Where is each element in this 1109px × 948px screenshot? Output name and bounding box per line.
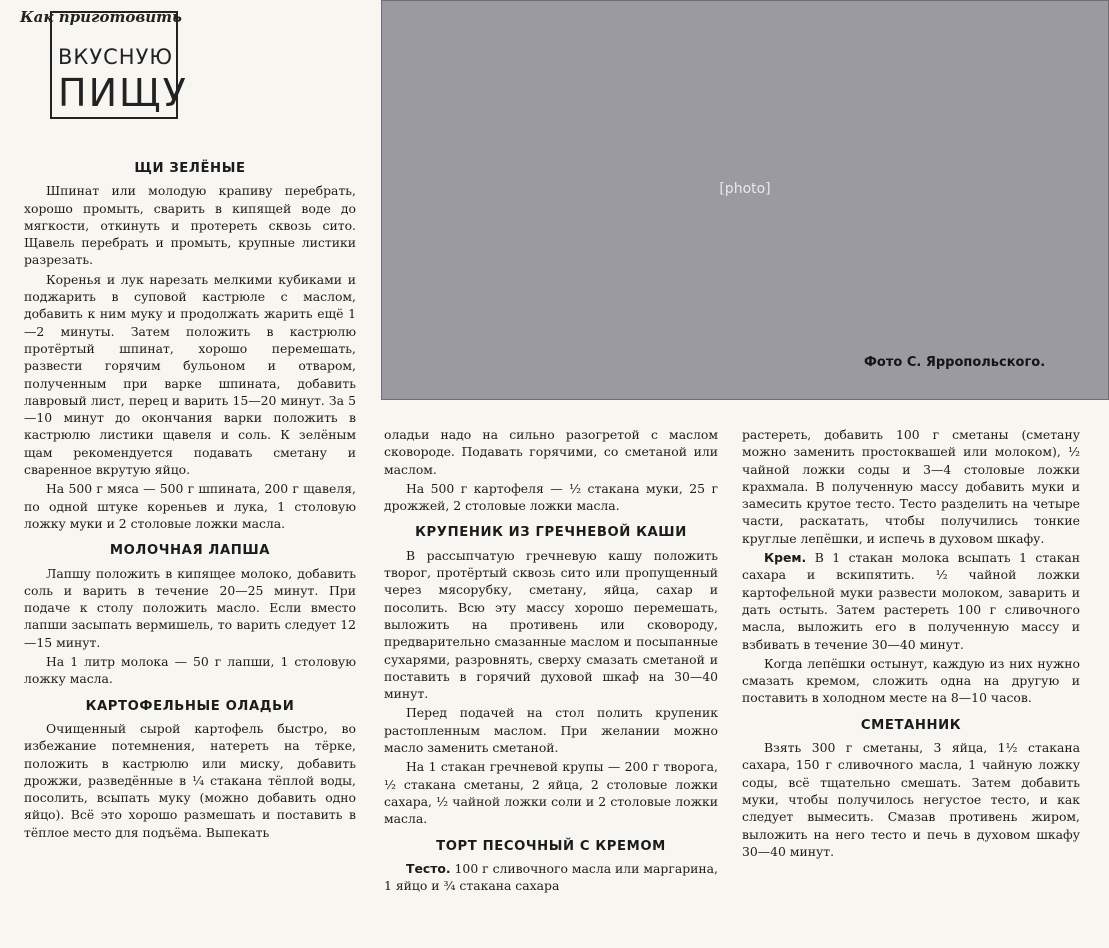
logo-frame bbox=[50, 11, 188, 119]
food-photo bbox=[381, 0, 1109, 400]
recipe-paragraph: Взять 300 г сметаны, 3 яйца, 1½ стакана сахара, 150 г сливочного масла, 1 чайную ложку соды, всё тщательно смешать. Затем добавить муки, чтобы получилось негустое тесто, и как следует вымесить. Смазав противень жиром, выложить на него тесто и печь в духовом шкафу 30—40 минут. bbox=[742, 740, 1080, 859]
recipe-title-tort: ТОРТ ПЕСОЧНЫЙ С КРЕМОМ bbox=[436, 838, 666, 854]
photo-credit: Фото С. Ярропольского. bbox=[864, 355, 1046, 370]
recipe-paragraph: Перед подачей на стол полить крупеник растопленным маслом. При желании можно масло заменить сметаной. bbox=[384, 705, 718, 756]
recipe-paragraph: На 500 г мяса — 500 г шпината, 200 г щавеля, по одной штуке кореньев и лука, 1 столовую ложку муки и 2 столовые ложки масла. bbox=[24, 481, 356, 531]
recipe-paragraph bbox=[384, 860, 718, 895]
logo-line-2: ПИЩУ bbox=[58, 71, 188, 115]
recipe-paragraph: Шпинат или молодую крапиву перебрать, хорошо промыть, сварить в кипящей воде до мягкости, откинуть и протереть сквозь сито. Щавель перебрать и промыть, крупные листики разрезать. bbox=[24, 183, 356, 268]
recipe-paragraph: растереть, добавить 100 г сметаны (сметану можно заменить простоквашей или молоком), ½ чайной ложки соды и 3—4 столовые ложки крахмала. В полученную массу добавить муки и замесить крутое тесто. Тесто разделить на четыре части, раскатать, чтобы получились тонкие круглые лепёшки, и испечь в духовом шкафу. bbox=[742, 427, 1080, 546]
logo-script-text: Как приготовить bbox=[20, 8, 182, 26]
recipe-title-shchi: ЩИ ЗЕЛЁНЫЕ bbox=[134, 161, 246, 176]
recipe-paragraph bbox=[742, 549, 1080, 653]
logo-line-1: ВКУСНУЮ bbox=[58, 45, 174, 69]
magazine-logo bbox=[18, 8, 188, 123]
recipe-paragraph: оладьи надо на сильно разогретой с маслом сковороде. Подавать горячими, со сметаной или маслом. bbox=[384, 427, 718, 477]
recipe-paragraph: Лапшу положить в кипящее молоко, добавить соль и варить в течение 20—25 минут. При подаче к столу положить масло. Если вместо лапши засыпать вермишель, то варить следует 12—15 минут. bbox=[24, 565, 356, 650]
recipe-paragraph: На 500 г картофеля — ½ стакана муки, 25 г дрожжей, 2 столовые ложки масла. bbox=[384, 480, 718, 514]
cream-text: В 1 стакан молока всыпать 1 стакан сахара и вскипятить. ½ чайной ложки картофельной муки развести молоком, заварить и дать остыть. Затем растереть 100 г сливочного масла, выложить его в полученную массу и взбивать в течение 30—40 минут. bbox=[742, 550, 1080, 652]
recipe-title-oladi: КАРТОФЕЛЬНЫЕ ОЛАДЬИ bbox=[85, 698, 295, 714]
article-column-1 bbox=[24, 156, 356, 843]
article-column-2 bbox=[384, 426, 718, 896]
photo-placeholder: [photo] bbox=[719, 181, 771, 197]
recipe-paragraph: Когда лепёшки остынут, каждую из них нужно смазать кремом, сложить одна на другую и поставить в холодном месте на 8—10 часов. bbox=[742, 655, 1080, 706]
dough-text: 100 г сливочного масла или маргарина, 1 яйцо и ¾ стакана сахара bbox=[384, 860, 718, 894]
recipe-paragraph: На 1 литр молока — 50 г лапши, 1 столовую ложку масла. bbox=[24, 654, 356, 687]
recipe-paragraph: Коренья и лук нарезать мелкими кубиками и поджарить в суповой кастрюле с маслом, добавить к ним муку и продолжать жарить ещё 1—2 минуты. Затем положить в кастрюлю протёртый шпинат, хорошо перемешать, развести горячим бульоном и отваром, полученным при варке шпината, добавить лавровый лист, перец и варить 15—20 минут. За 5—10 минут до окончания варки положить в кастрюлю листики щавеля и соль. К зелёным щам рекомендуется подавать сметану и сваренное вкрутую яйцо. bbox=[24, 271, 356, 478]
cream-lead: Крем. bbox=[764, 550, 807, 566]
recipe-title-lapsha: МОЛОЧНАЯ ЛАПША bbox=[109, 543, 271, 559]
recipe-title-smetannik: СМЕТАННИК bbox=[860, 717, 962, 733]
dough-lead: Тесто. bbox=[406, 860, 451, 876]
recipe-paragraph: На 1 стакан гречневой крупы — 200 г творога, ½ стакана сметаны, 2 яйца, 2 столовые ложки сахара, ½ чайной ложки соли и 2 столовые ложки масла. bbox=[384, 759, 718, 827]
recipe-paragraph: В рассыпчатую гречневую кашу положить творог, протёртый сквозь сито или пропущенный через мясорубку, сметану, яйца, сахар и посолить. Всю эту массу хорошо перемешать, выложить на противень или сковороду, предварительно смазанные маслом и посыпанные сухарями, разровнять, сверху смазать сметаной и поставить в горячий духовой шкаф на 30—40 минут. bbox=[384, 547, 718, 702]
article-column-3 bbox=[742, 426, 1080, 862]
recipe-paragraph: Очищенный сырой картофель быстро, во избежание потемнения, натереть на тёрке, положить в кастрюлю или миску, добавить дрожжи, разведённые в ¼ стакана тёплой воды, посолить, всыпать муку (можно добавить одно яйцо). Всё это хорошо размешать и поставить в тёплое место для подъёма. Выпекать bbox=[24, 720, 356, 840]
recipe-title-krupenik: КРУПЕНИК ИЗ ГРЕЧНЕВОЙ КАШИ bbox=[415, 525, 687, 541]
